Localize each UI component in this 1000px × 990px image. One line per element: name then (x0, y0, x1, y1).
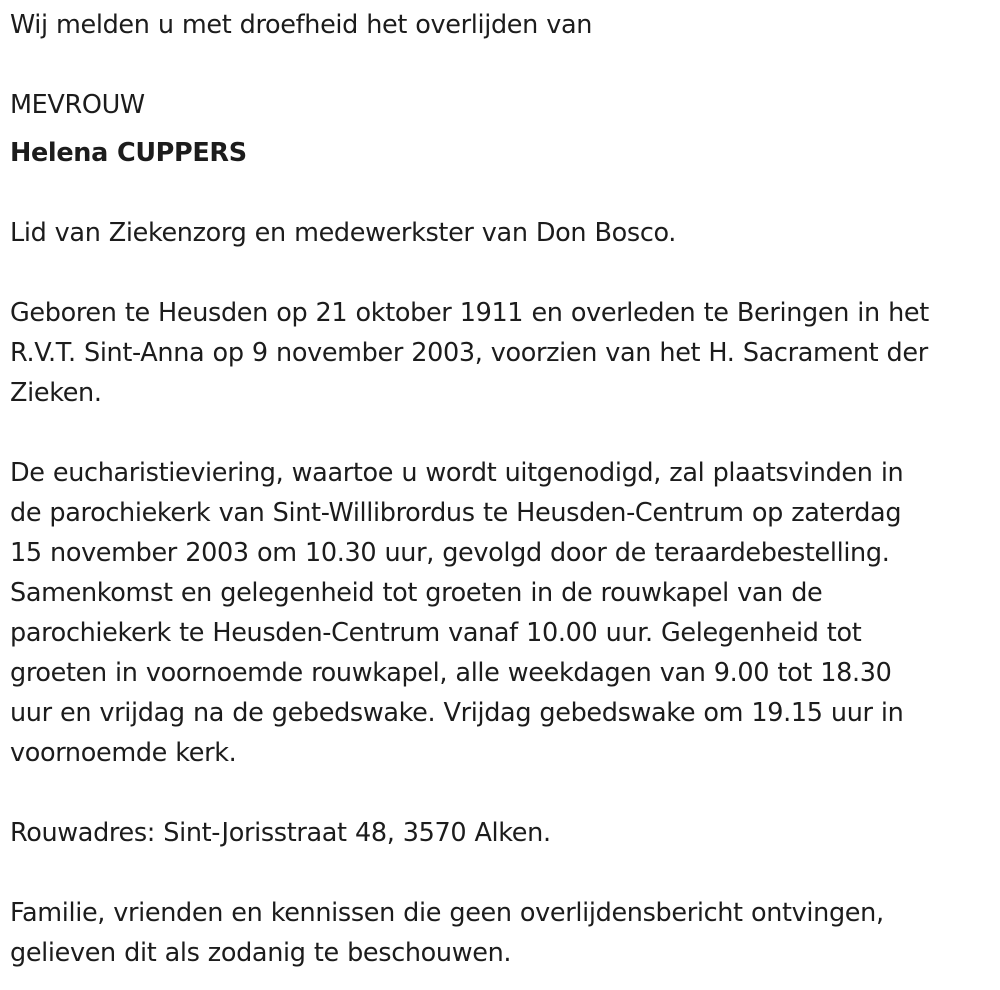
notice-body (10, 173, 995, 973)
paragraph-line: R.V.T. Sint-Anna op 9 november 2003, voorzien van het H. Sacrament der (10, 338, 928, 368)
membership-text: Lid van Ziekenzorg en medewerkster van Don Bosco. (10, 218, 677, 248)
paragraph-line: Samenkomst en gelegenheid tot groeten in de rouwkapel van de (10, 578, 823, 608)
ceremony-paragraph (10, 453, 995, 773)
paragraph-line: parochiekerk te Heusden-Centrum vanaf 10.00 uur. Gelegenheid tot (10, 618, 862, 648)
salutation: MEVROUW (10, 90, 145, 120)
paragraph-line: De eucharistieviering, waartoe u wordt uitgenodigd, zal plaatsvinden in (10, 458, 904, 488)
closing-paragraph (10, 893, 995, 973)
spacer (10, 45, 995, 85)
spacer (10, 173, 995, 213)
paragraph-line: uur en vrijdag na de gebedswake. Vrijdag gebedswake om 19.15 uur in (10, 698, 904, 728)
obituary-notice (10, 5, 995, 968)
deceased-name: Helena CUPPERS (10, 138, 247, 168)
birth-death-paragraph (10, 293, 995, 413)
spacer (10, 253, 995, 293)
paragraph-line: de parochiekerk van Sint-Willibrordus te Heusden-Centrum op zaterdag (10, 498, 902, 528)
paragraph-line: gelieven dit als zodanig te beschouwen. (10, 938, 512, 968)
spacer (10, 773, 995, 813)
paragraph-line: Familie, vrienden en kennissen die geen overlijdensbericht ontvingen, (10, 898, 884, 928)
spacer (10, 413, 995, 453)
paragraph-line: voornoemde kerk. (10, 738, 237, 768)
paragraph-line: groeten in voornoemde rouwkapel, alle weekdagen van 9.00 tot 18.30 (10, 658, 892, 688)
intro-text: Wij melden u met droefheid het overlijden van (10, 10, 593, 40)
address-text: Rouwadres: Sint-Jorisstraat 48, 3570 Alken. (10, 818, 551, 848)
paragraph-line: Zieken. (10, 378, 102, 408)
paragraph-line: Geboren te Heusden op 21 oktober 1911 en overleden te Beringen in het (10, 298, 929, 328)
paragraph-line: 15 november 2003 om 10.30 uur, gevolgd door de teraardebestelling. (10, 538, 890, 568)
spacer (10, 853, 995, 893)
